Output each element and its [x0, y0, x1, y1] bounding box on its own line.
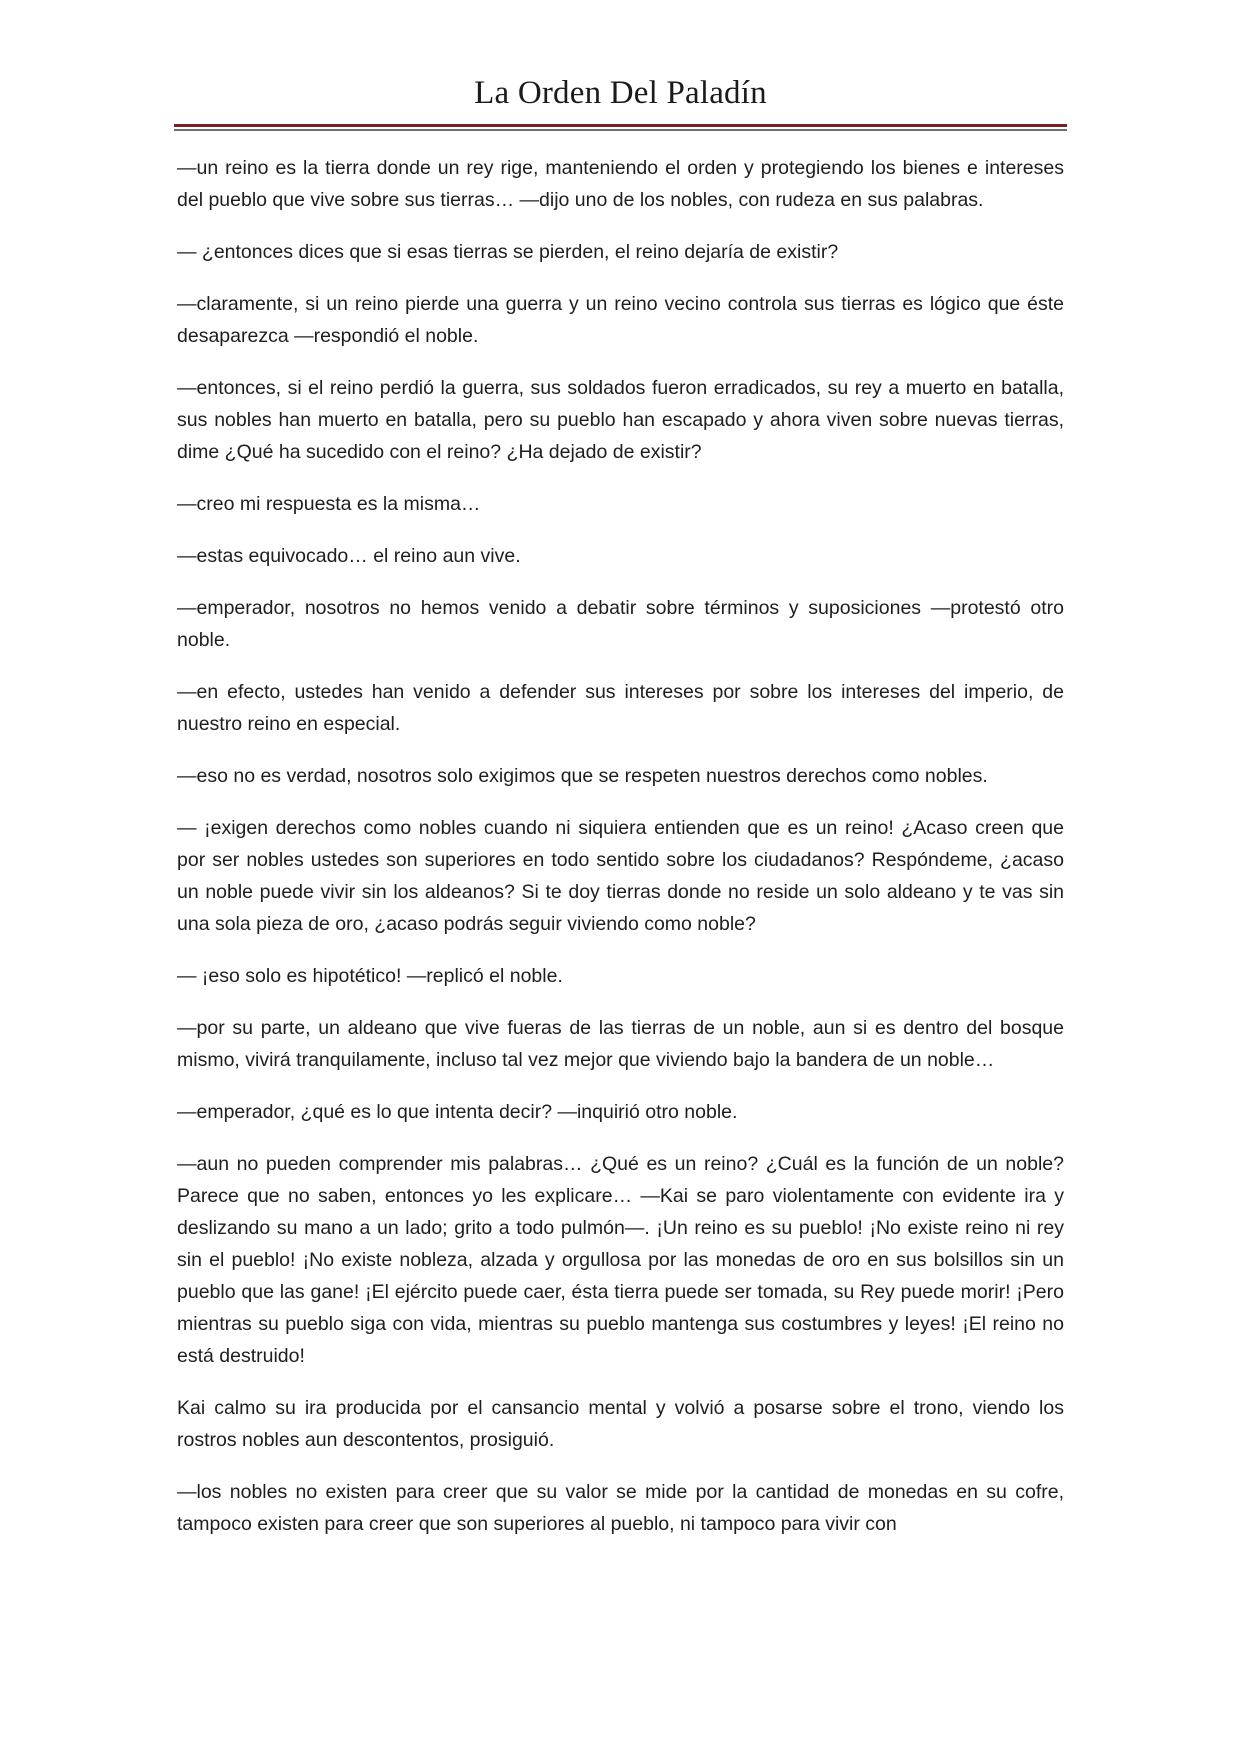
paragraph: —claramente, si un reino pierde una guerra y un reino vecino controla sus tierras es lógico que éste desaparezca —respondió el noble.	[177, 293, 1064, 347]
page-header	[174, 68, 1067, 131]
paragraph: —emperador, nosotros no hemos venido a debatir sobre términos y suposiciones —protestó otro noble.	[177, 597, 1064, 651]
paragraph: —emperador, ¿qué es lo que intenta decir? —inquirió otro noble.	[177, 1101, 738, 1123]
paragraph: —por su parte, un aldeano que vive fueras de las tierras de un noble, aun si es dentro del bosque mismo, vivirá tranquilamente, incluso tal vez mejor que viviendo bajo la bandera de un noble…	[177, 1017, 1064, 1071]
paragraph: — ¡exigen derechos como nobles cuando ni siquiera entienden que es un reino! ¿Acaso creen que por ser nobles ustedes son superiores en todo sentido sobre los ciudadanos? Respóndeme, ¿acaso un noble puede vivir sin los aldeanos? Si te doy tierras donde no reside un solo aldeano y te vas sin una sola pieza de oro, ¿acaso podrás seguir viviendo como noble?	[177, 817, 1064, 935]
document-body	[177, 152, 1064, 1560]
paragraph: —un reino es la tierra donde un rey rige, manteniendo el orden y protegiendo los bienes e intereses del pueblo que vive sobre sus tierras… —dijo uno de los nobles, con rudeza en sus palabras.	[177, 157, 1064, 211]
paragraph: —aun no pueden comprender mis palabras… ¿Qué es un reino? ¿Cuál es la función de un noble? Parece que no saben, entonces yo les explicare… —Kai se paro violentamente con evidente ira y deslizando su mano a un lado; grito a todo pulmón—. ¡Un reino es su pueblo! ¡No existe reino ni rey sin el pueblo! ¡No existe nobleza, alzada y orgullosa por las monedas de oro en sus bolsillos sin un pueblo que las gane! ¡El ejército puede caer, ésta tierra puede ser tomada, su Rey puede morir! ¡Pero mientras su pueblo siga con vida, mientras su pueblo mantenga sus costumbres y leyes! ¡El reino no está destruido!	[177, 1153, 1064, 1367]
paragraph: —eso no es verdad, nosotros solo exigimos que se respeten nuestros derechos como nobles.	[177, 765, 988, 787]
page-title: La Orden Del Paladín	[474, 75, 767, 111]
paragraph: —estas equivocado… el reino aun vive.	[177, 545, 521, 567]
header-rule-secondary	[174, 129, 1067, 131]
paragraph: —creo mi respuesta es la misma…	[177, 493, 481, 515]
header-rule-primary	[174, 124, 1067, 127]
paragraph: —en efecto, ustedes han venido a defender sus intereses por sobre los intereses del imperio, de nuestro reino en especial.	[177, 681, 1064, 735]
paragraph: —entonces, si el reino perdió la guerra, sus soldados fueron erradicados, su rey a muerto en batalla, sus nobles han muerto en batalla, pero su pueblo han escapado y ahora viven sobre nuevas tierras, dime ¿Qué ha sucedido con el reino? ¿Ha dejado de existir?	[177, 377, 1064, 463]
paragraph: —los nobles no existen para creer que su valor se mide por la cantidad de monedas en su cofre, tampoco existen para creer que son superiores al pueblo, ni tampoco para vivir con	[177, 1481, 1064, 1535]
paragraph: — ¡eso solo es hipotético! —replicó el noble.	[177, 965, 563, 987]
paragraph: — ¿entonces dices que si esas tierras se pierden, el reino dejaría de existir?	[177, 241, 839, 263]
paragraph: Kai calmo su ira producida por el cansancio mental y volvió a posarse sobre el trono, viendo los rostros nobles aun descontentos, prosiguió.	[177, 1397, 1064, 1451]
